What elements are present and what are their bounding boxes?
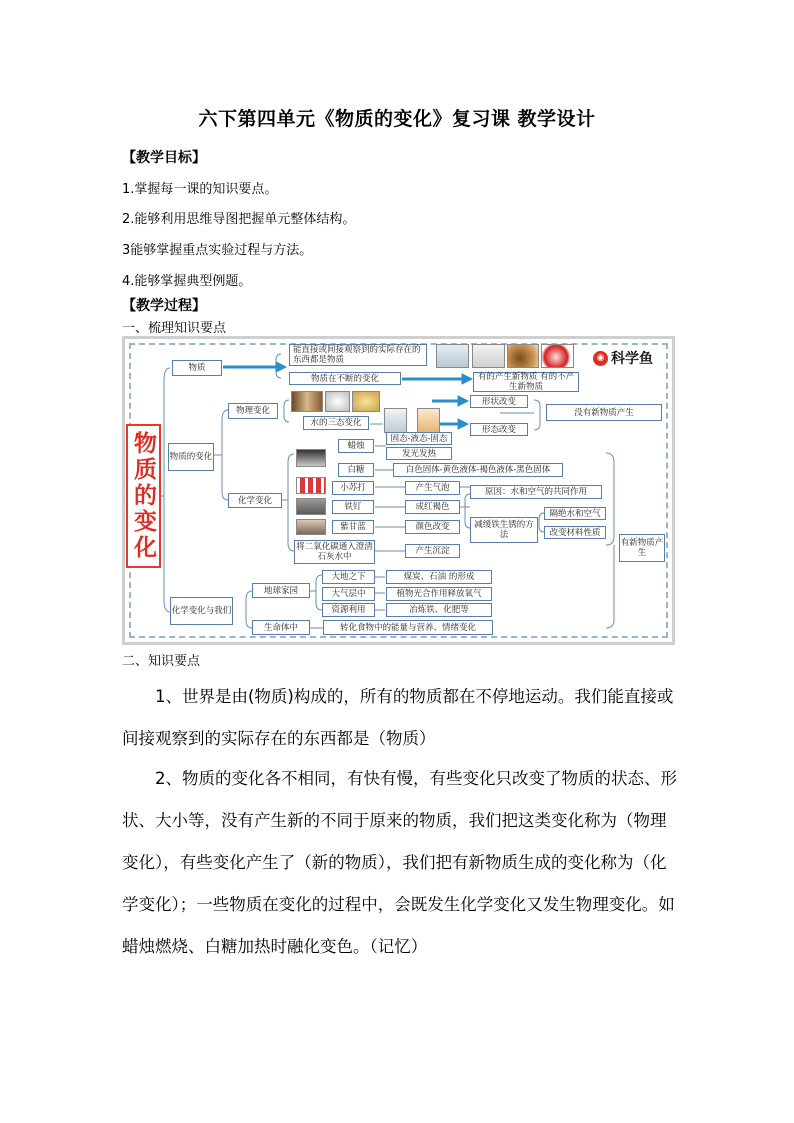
thumb-image bbox=[384, 408, 407, 433]
node-precipitate: 产生沉淀 bbox=[405, 544, 460, 558]
node-sugar: 白糖 bbox=[338, 463, 374, 477]
node-isolate: 隔绝水和空气 bbox=[544, 507, 606, 520]
node-co2: 将二氧化碳通入澄清石灰水中 bbox=[294, 540, 375, 564]
thumb-image bbox=[296, 498, 326, 515]
node-shape-change: 形状改变 bbox=[470, 395, 528, 408]
node-life: 生命体中 bbox=[252, 620, 310, 635]
node-color-change: 颜色改变 bbox=[405, 520, 460, 534]
node-no-new-substance: 没有新物质产生 bbox=[546, 404, 662, 421]
goals-heading: 【教学目标】 bbox=[122, 150, 206, 166]
map-main-title: 物质的变化 bbox=[126, 424, 161, 568]
node-chemical-change: 化学变化 bbox=[228, 493, 282, 508]
node-soda: 小苏打 bbox=[332, 481, 374, 495]
node-substance-definition: 能直接或间接观察到的实际存在的东西都是物质 bbox=[289, 344, 427, 366]
node-physical-change: 物理变化 bbox=[228, 403, 278, 419]
node-substance: 物质 bbox=[172, 360, 222, 376]
thumb-image bbox=[296, 449, 326, 467]
node-coal-oil: 煤炭、石油 的形成 bbox=[386, 570, 492, 584]
thumb-image bbox=[417, 408, 440, 433]
node-cabbage: 紫甘蓝 bbox=[332, 520, 374, 534]
brand-logo: ◉ 科学鱼 bbox=[593, 348, 653, 368]
node-rust: 成红褐色 bbox=[405, 500, 460, 514]
thumb-image bbox=[541, 344, 574, 368]
node-smelting: 冶炼铁、化肥等 bbox=[386, 603, 492, 617]
thumb-image bbox=[472, 344, 505, 368]
node-new-substance: 有新物质产生 bbox=[619, 534, 665, 562]
goal-item: 4.能够掌握典型例题。 bbox=[122, 274, 252, 289]
node-rust-cause: 原因：水和空气的共同作用 bbox=[470, 485, 602, 499]
node-material: 改变材料性质 bbox=[544, 526, 606, 539]
node-bubbles: 产生气泡 bbox=[405, 481, 460, 495]
goal-item: 1.掌握每一课的知识要点。 bbox=[122, 182, 278, 197]
section-heading: 一、梳理知识要点 bbox=[122, 321, 227, 336]
thumb-image bbox=[436, 344, 469, 368]
node-change-of-substance: 物质的变化 bbox=[168, 443, 214, 471]
thumb-image bbox=[296, 519, 326, 535]
node-resources: 资源利用 bbox=[322, 603, 375, 617]
thumb-image bbox=[291, 391, 323, 412]
node-sugar-states: 白色固体-黄色液体-褐色液体-黑色固体 bbox=[393, 463, 563, 477]
thumb-image bbox=[325, 391, 350, 412]
node-food-energy: 转化食物中的能量与营养、情绪变化 bbox=[323, 620, 493, 635]
node-candle-states: 固态-液态-固态 bbox=[386, 432, 452, 445]
goal-item: 3能够掌握重点实验过程与方法。 bbox=[122, 243, 313, 258]
fish-icon: ◉ bbox=[593, 351, 608, 366]
node-nail: 铁钉 bbox=[332, 500, 374, 514]
node-photosynthesis: 植物光合作用释放氧气 bbox=[386, 587, 492, 601]
node-new-or-not: 有的产生新物质 有的不产生新物质 bbox=[473, 372, 579, 392]
node-atmosphere: 大气层中 bbox=[322, 587, 375, 601]
goal-item: 2.能够利用思维导图把握单元整体结构。 bbox=[122, 212, 356, 227]
process-heading: 【教学过程】 bbox=[122, 298, 206, 314]
section-heading: 二、知识要点 bbox=[122, 654, 201, 669]
node-earth-home: 地球家园 bbox=[252, 583, 310, 598]
node-underground: 大地之下 bbox=[322, 570, 375, 584]
node-candle: 蜡烛 bbox=[338, 439, 374, 453]
thumb-image bbox=[296, 477, 326, 494]
node-substance-moving: 物质在不断的变化 bbox=[289, 372, 401, 385]
paragraph: 2、物质的变化各不相同，有快有慢，有些变化只改变了物质的状态、形状、大小等，没有产生新的不同于原来的物质，我们把这类变化称为（物理变化），有些变化产生了（新的物质），我们把有新物质生成的变化称为（化学变化）；一些物质在变化的过程中，会既发生化学变化又发生物理变化。如蜡烛燃烧、白糖加热时融化变色。（记忆） bbox=[122, 769, 677, 956]
thumb-image bbox=[507, 344, 539, 368]
node-slow-rust: 减缓铁生锈的方法 bbox=[470, 517, 538, 543]
thumb-image bbox=[352, 391, 380, 412]
node-chem-and-us: 化学变化与我们 bbox=[170, 597, 233, 625]
paragraph: 1、世界是由(物质)构成的，所有的物质都在不停地运动。我们能直接或间接观察到的实际存在的东西都是（物质） bbox=[122, 687, 674, 748]
node-form-change: 形态改变 bbox=[470, 423, 528, 436]
page-title: 六下第四单元《物质的变化》复习课 教学设计 bbox=[198, 108, 596, 130]
node-water-states: 水的三态变化 bbox=[303, 416, 369, 430]
node-light-heat: 发光发热 bbox=[386, 447, 452, 460]
